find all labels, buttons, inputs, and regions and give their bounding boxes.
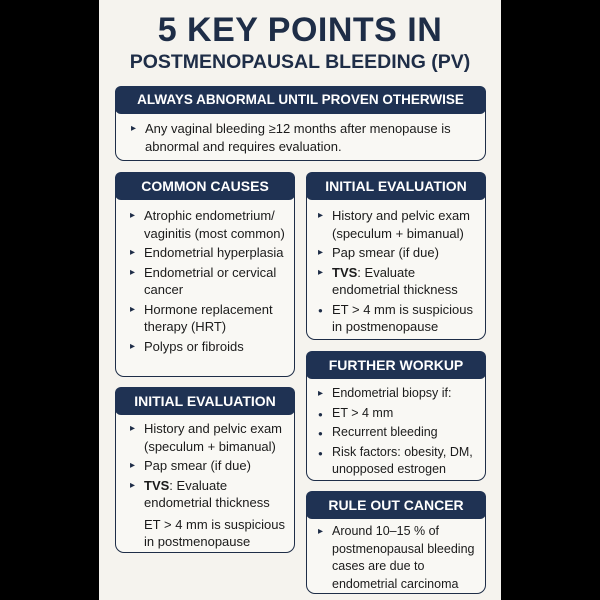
list-item: ▸ TVS: Evaluate endometrial thickness [130,477,270,510]
dot-bullet-icon: ● [318,305,323,315]
list-item: ▸ Endometrial or cervical cancer [130,264,277,297]
arrow-bullet-icon: ▸ [318,210,324,221]
list-rule-out-cancer [318,523,483,595]
list-common-causes [130,207,290,357]
arrow-bullet-icon: ▸ [130,340,136,352]
header-initial-evaluation-left: INITIAL EVALUATION [115,387,295,415]
list-item: ▸ History and pelvic exam (speculum + bimanual) [130,421,282,454]
arrow-bullet-icon: ▸ [130,423,136,434]
dot-bullet-icon: ● [318,409,323,419]
arrow-bullet-icon: ▸ [131,123,137,134]
list-initial-evaluation-right [318,207,481,338]
list-item: ▸ Hormone replacement therapy (HRT) [130,301,273,334]
arrow-bullet-icon: ▸ [318,388,324,399]
list-item: ▸ Pap smear (if due) [318,245,439,260]
header-initial-evaluation-right: INITIAL EVALUATION [306,172,486,200]
list-item: ▸ Endometrial hyperplasia [130,245,284,260]
header-common-causes: COMMON CAUSES [115,172,295,200]
header-always-abnormal: ALWAYS ABNORMAL UNTIL PROVEN OTHERWISE [115,86,486,114]
list-item: ● Risk factors: obesity, DM, unopposed estrogen [318,444,473,476]
arrow-bullet-icon: ▸ [130,460,136,471]
header-rule-out-cancer: RULE OUT CANCER [306,491,486,519]
list-item: ▸ TVS: Evaluate endometrial thickness [318,264,458,297]
arrow-bullet-icon: ▸ [318,526,324,537]
dot-bullet-icon: ● [318,448,323,458]
list-item: ▸ Pap smear (if due) [130,458,251,473]
list-item: ET > 4 mm is suspicious in postmenopause [144,516,286,549]
list-always-abnormal [131,120,476,157]
list-item: ▸ Polyps or fibroids [130,338,244,354]
arrow-bullet-icon: ▸ [130,210,136,221]
list-item: ● ET > 4 mm [318,405,483,423]
list-item: ▸ Around 10–15 % of postmenopausal bleeding cases are due to endometrial carcinoma [318,524,475,591]
arrow-bullet-icon: ▸ [318,247,324,258]
page-title: 5 KEY POINTS IN [157,11,443,49]
list-further-workup [318,385,483,481]
list-item: ▸ Atrophic endometrium/ vaginitis (most common) [130,208,285,241]
list-item: ● ET > 4 mm is suspicious in postmenopause [318,301,474,334]
list-item: ▸ Endometrial biopsy if: [318,385,483,403]
list-item: ● Recurrent bleeding [318,424,483,442]
poster [99,0,501,600]
list-item: ▸ Any vaginal bleeding ≥12 months after menopause is abnormal and requires evaluation. [131,121,451,154]
header-further-workup: FURTHER WORKUP [306,351,486,379]
page-subtitle: POSTMENOPAUSAL BLEEDING (PV) [129,51,471,73]
list-initial-evaluation-left [130,420,290,553]
arrow-bullet-icon: ▸ [130,266,136,278]
arrow-bullet-icon: ▸ [130,247,136,258]
list-item: ▸ History and pelvic exam (speculum + bimanual) [318,208,470,241]
arrow-bullet-icon: ▸ [130,303,136,315]
dot-bullet-icon: ● [318,429,323,438]
arrow-bullet-icon: ▸ [318,266,324,278]
arrow-bullet-icon: ▸ [130,479,136,491]
